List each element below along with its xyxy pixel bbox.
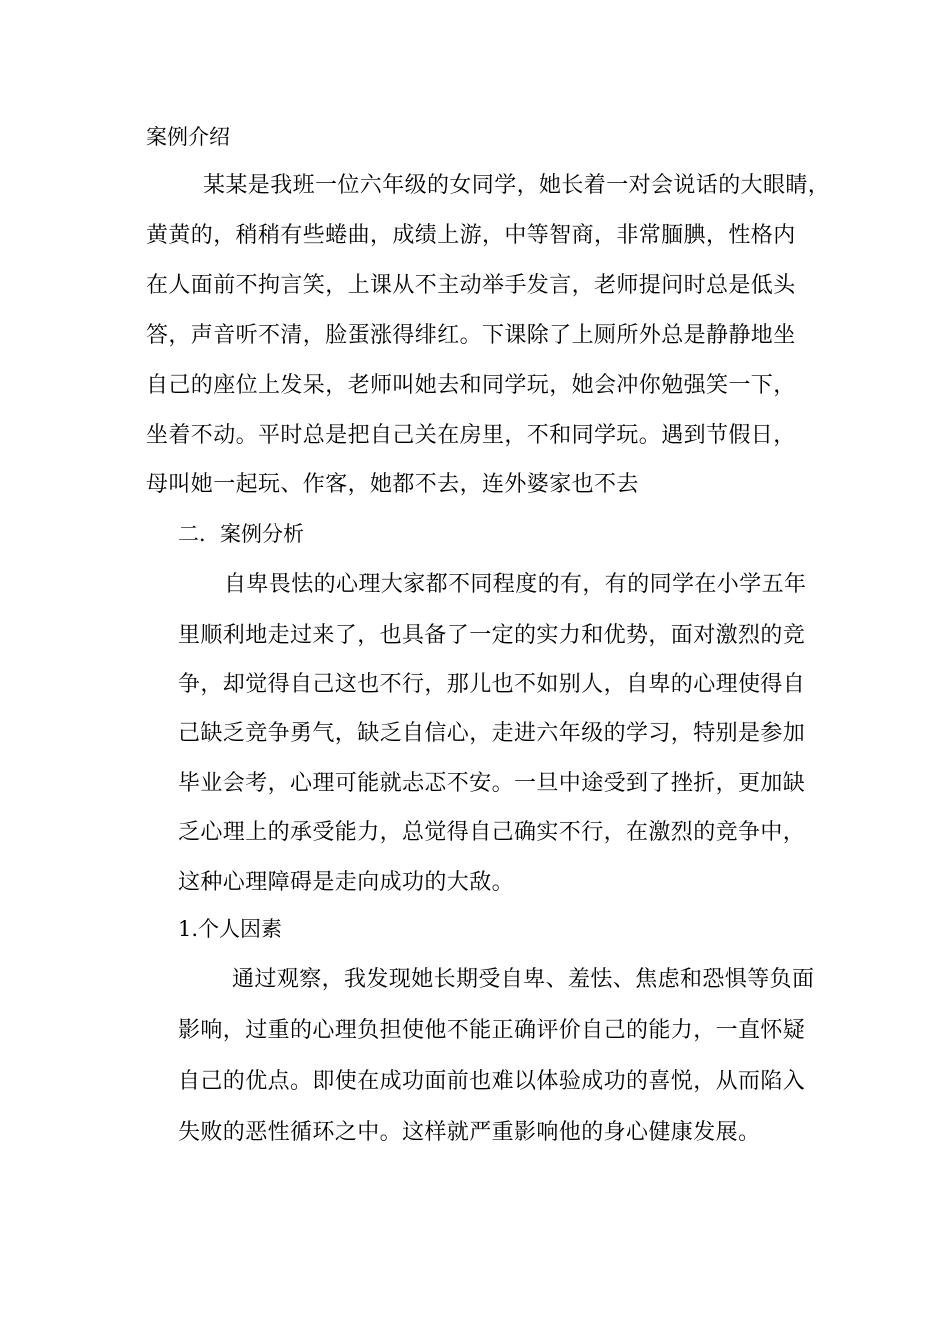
section-title-case-introduction: 案例介绍 <box>146 125 230 149</box>
subsection-title-personal-factors: 1.个人因素 <box>178 917 283 941</box>
analysis-line-7: 这种心理障碍是走向成功的大敌。 <box>178 870 515 895</box>
analysis-line-5: 毕业会考，心理可能就忐忑不安。一旦中途受到了挫折，更加缺 <box>178 771 806 796</box>
intro-line-4: 答，声音听不清，脸蛋涨得绯红。下课除了上厕所外总是静静地坐 <box>146 323 796 348</box>
intro-line-1: 某某是我班一位六年级的女同学，她长着一对会说话的大眼睛， <box>203 173 831 198</box>
personal-line-1: 通过观察，我发现她长期受自卑、羞怯、焦虑和恐惧等负面 <box>232 967 815 992</box>
personal-line-3: 自己的优点。即使在成功面前也难以体验成功的喜悦，从而陷入 <box>178 1069 806 1094</box>
analysis-line-6: 乏心理上的承受能力，总觉得自己确实不行，在激烈的竞争中， <box>178 820 806 845</box>
intro-line-5: 自己的座位上发呆，老师叫她去和同学玩，她会冲你勉强笑一下， <box>146 373 796 398</box>
analysis-line-3: 争，却觉得自己这也不行，那儿也不如别人，自卑的心理使得自 <box>178 672 806 697</box>
intro-line-7: 母叫她一起玩、作客，她都不去，连外婆家也不去 <box>146 472 639 497</box>
intro-line-6: 坐着不动。平时总是把自己关在房里，不和同学玩。遇到节假日， <box>146 423 796 448</box>
analysis-line-2: 里顺利地走过来了，也具备了一定的实力和优势，面对激烈的竞 <box>178 623 806 648</box>
analysis-line-1: 自卑畏怯的心理大家都不同程度的有，有的同学在小学五年 <box>224 572 807 597</box>
intro-line-2: 黄黄的，稍稍有些蜷曲，成绩上游，中等智商，非常腼腆，性格内 <box>146 223 796 248</box>
section-title-case-analysis: 二．案例分析 <box>178 522 304 546</box>
personal-line-2: 影响，过重的心理负担使他不能正确评价自己的能力，一直怀疑 <box>178 1018 806 1043</box>
personal-line-4: 失败的恶性循环之中。这样就严重影响他的身心健康发展。 <box>178 1120 761 1145</box>
intro-line-3: 在人面前不拘言笑，上课从不主动举手发言，老师提问时总是低头 <box>146 273 796 298</box>
analysis-line-4: 己缺乏竞争勇气，缺乏自信心，走进六年级的学习，特别是参加 <box>178 721 806 746</box>
